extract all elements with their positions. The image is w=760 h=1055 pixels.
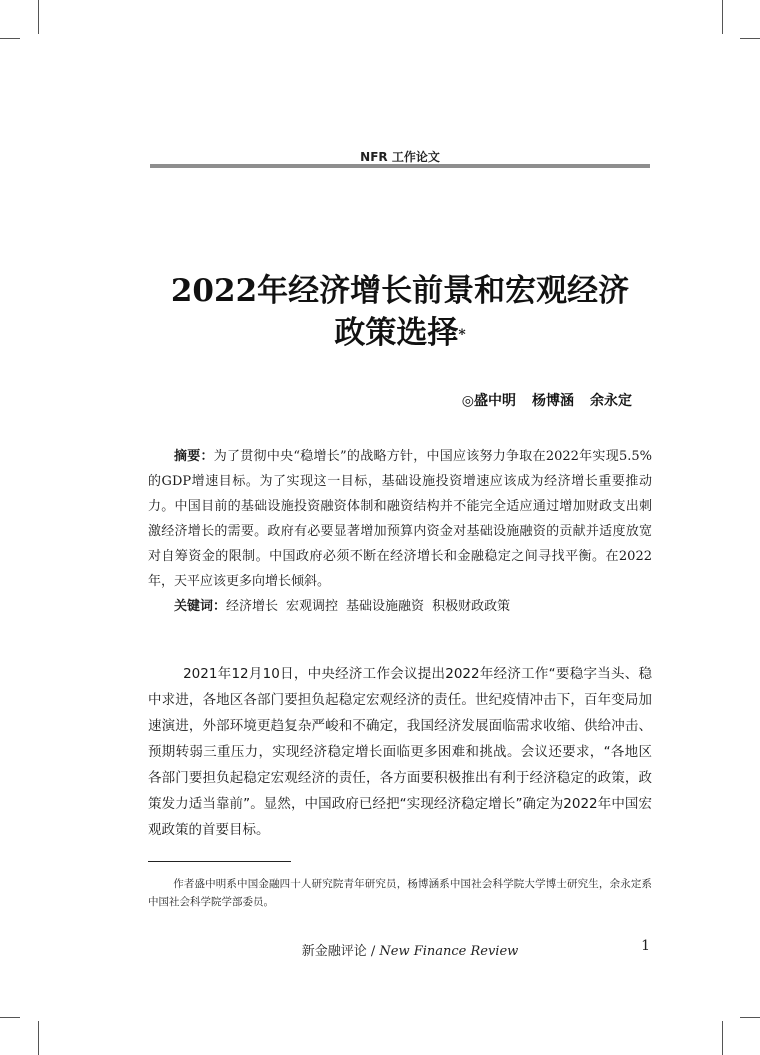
- series-label: NFR 工作论文: [360, 150, 440, 164]
- keyword-item: 基础设施融资: [346, 599, 425, 614]
- journal-footer: [270, 940, 550, 959]
- crop-mark-top-right-h: [740, 38, 760, 39]
- author-3: 余永定: [590, 393, 632, 409]
- crop-mark-bottom-left-h: [0, 1017, 20, 1018]
- title-footnote-marker: *: [458, 327, 466, 343]
- title-line-2: [110, 312, 690, 354]
- crop-mark-bottom-left-v: [38, 1021, 39, 1055]
- header-rule: [150, 164, 650, 168]
- title-line-2-text: 政策选择: [334, 315, 459, 351]
- crop-mark-top-right-v: [722, 0, 723, 34]
- page-number: 1: [641, 938, 650, 954]
- journal-separator: /: [366, 944, 380, 959]
- abstract-text: 为了贯彻中央“稳增长”的战略方针，中国应该努力争取在2022年实现5.5%的GDP增速目标。为了实现这一目标，基础设施投资增速应该成为经济增长重要推动力。中国目前的基础设施投资融资体制和融资结构并不能完全适应通过增加财政支出刺激经济增长的需要。政府有必要显著增加预算内资金对基础设施融资的贡献并适度放宽对自筹资金的限制。中国政府必须不断在经济增长和金融稳定之间寻找平衡。在2022年，天平应该更多向增长倾斜。: [148, 449, 652, 589]
- journal-name-en: New Finance Review: [379, 944, 519, 959]
- crop-mark-top-left-h: [0, 38, 20, 39]
- crop-mark-top-left-v: [38, 0, 39, 34]
- author-footnote: 作者盛中明系中国金融四十人研究院青年研究员，杨博涵系中国社会科学院大学博士研究生，余永定系中国社会科学院学部委员。: [148, 878, 652, 908]
- author-1: ◎盛中明: [461, 393, 516, 409]
- paper-title: [110, 270, 690, 354]
- keyword-item: 宏观调控: [286, 599, 339, 614]
- keywords-label: 关键词：: [174, 599, 227, 614]
- crop-mark-bottom-right-v: [722, 1021, 723, 1055]
- crop-mark-bottom-right-h: [740, 1017, 760, 1018]
- author-list: [462, 390, 632, 410]
- footnote-rule: [148, 861, 291, 862]
- keyword-item: 积极财政政策: [432, 599, 511, 614]
- abstract-paragraph: [148, 444, 652, 594]
- body-paragraph-1: 2021年12月10日，中央经济工作会议提出2022年经济工作“要稳字当头、稳中求进，各地区各部门要担负起稳定宏观经济的责任。世纪疫情冲击下，百年变局加速演进，外部环境更趋复杂严峻和不确定，我国经济发展面临需求收缩、供给冲击、预期转弱三重压力，实现经济稳定增长面临更多困难和挑战。会议还要求，“各地区各部门要担负起稳定宏观经济的责任，各方面要积极推出有利于经济稳定的政策，政策发力适当靠前”。显然，中国政府已经把“实现经济稳定增长”确定为2022年中国宏观政策的首要目标。: [148, 666, 652, 838]
- keywords-line: [148, 594, 652, 619]
- keyword-item: 经济增长: [226, 599, 279, 614]
- abstract-label: 摘要：: [174, 449, 214, 464]
- abstract-block: [148, 444, 652, 619]
- title-line-1: 2022年经济增长前景和宏观经济: [170, 273, 630, 309]
- author-2: 杨博涵: [532, 393, 574, 409]
- journal-name-cn: 新金融评论: [301, 944, 367, 959]
